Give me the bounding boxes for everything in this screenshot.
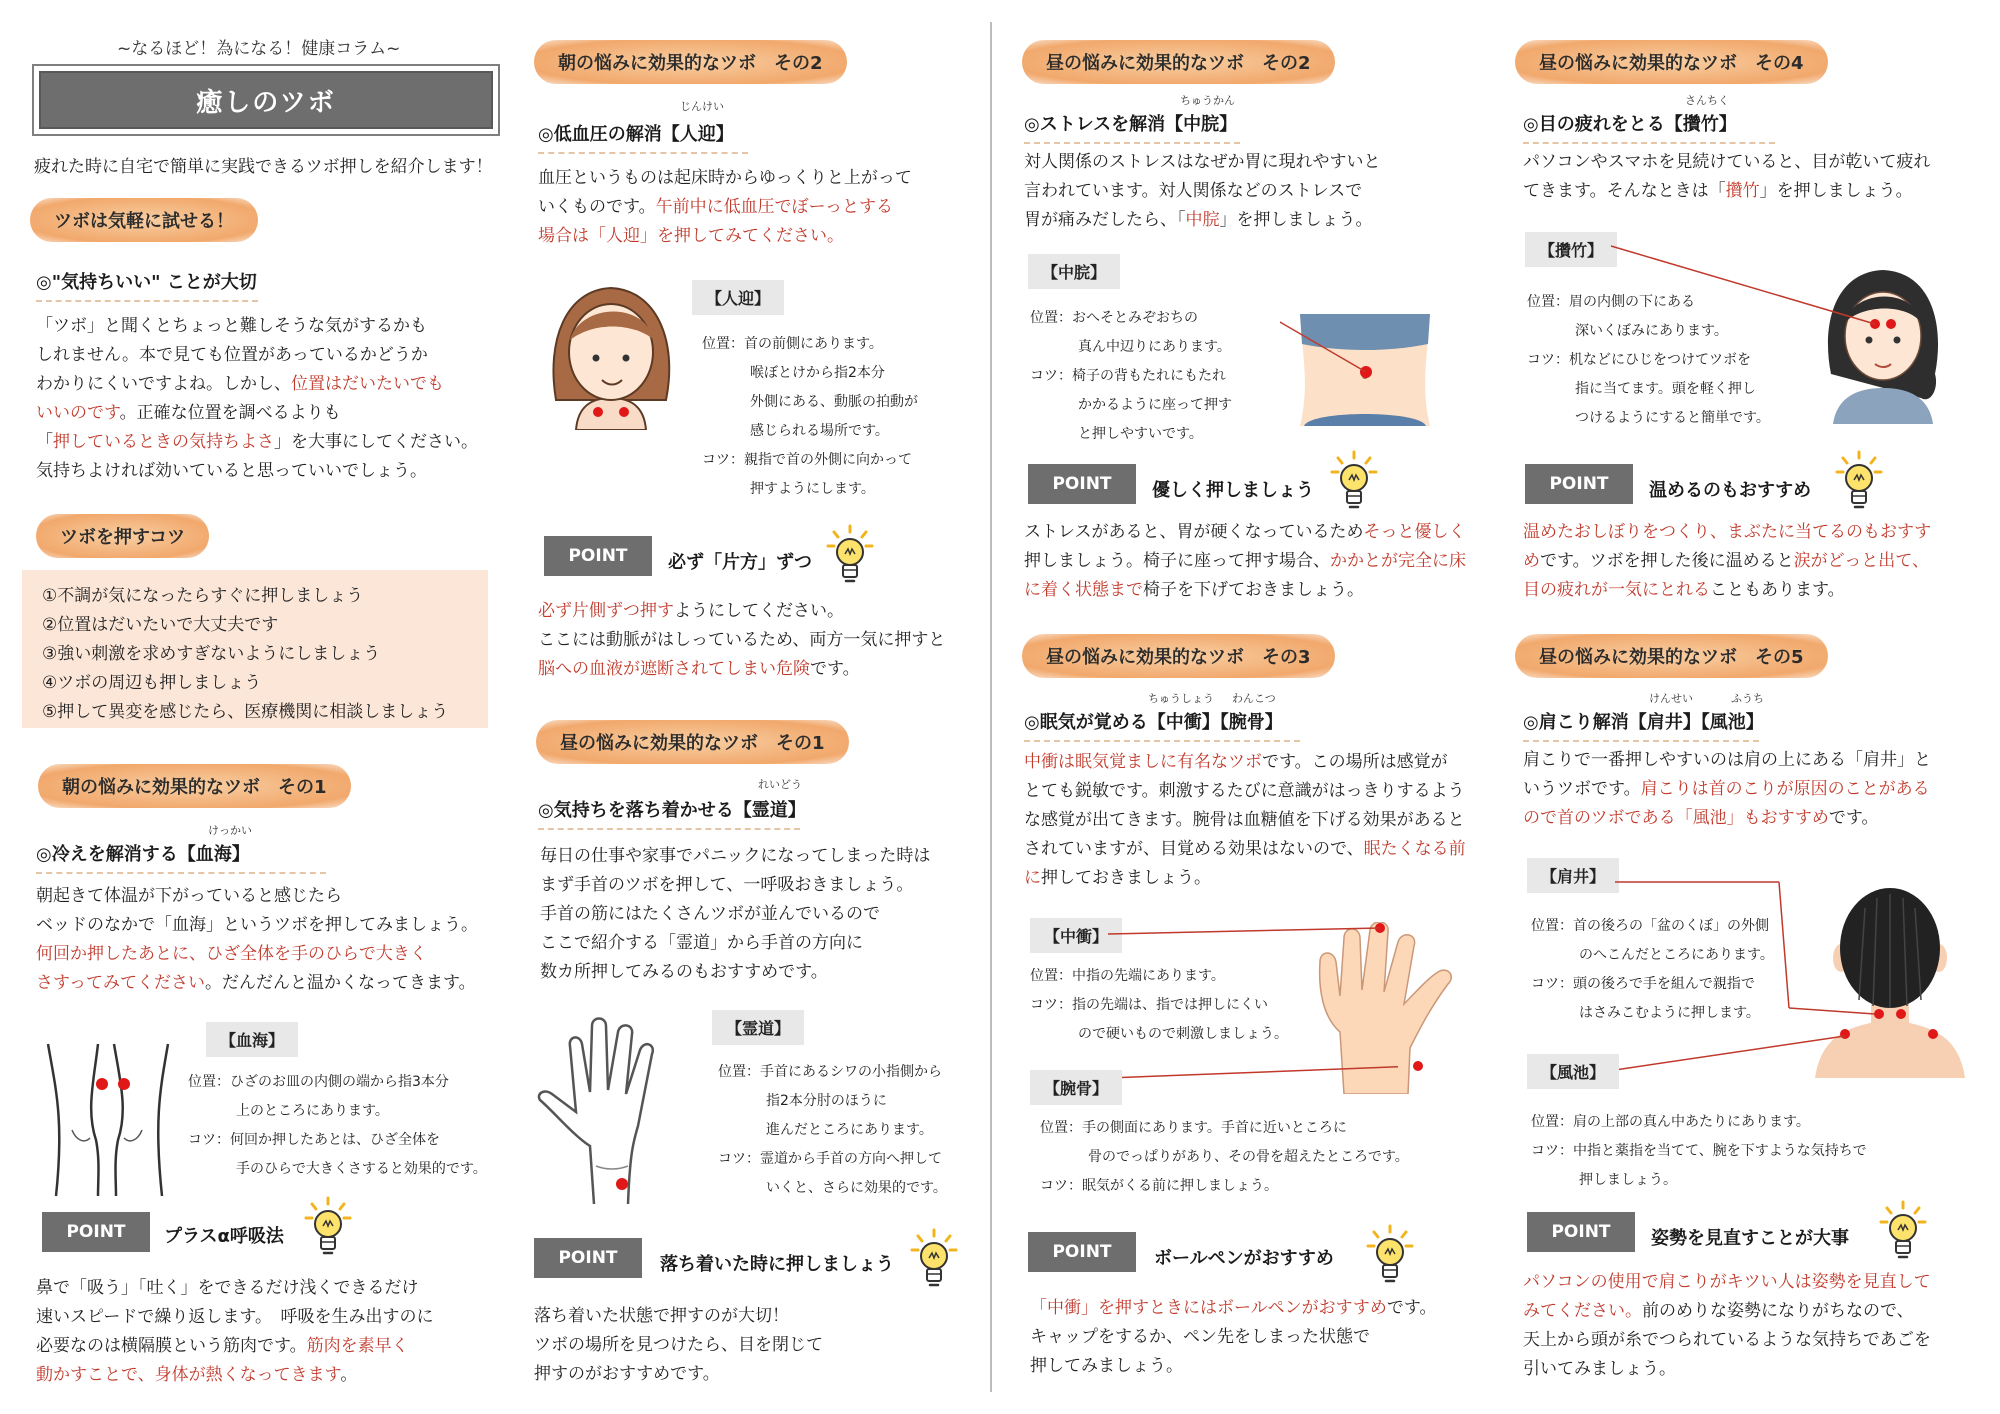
- paragraph-line: [36, 1303, 433, 1332]
- body-text: キャップをするか、ペン先をしまった状態で: [1030, 1327, 1370, 1347]
- highlight-text: 必ず片側ずつ押す: [538, 601, 674, 621]
- paragraph: [540, 842, 930, 987]
- body-text: 毎日の仕事や家事でパニックになってしまった時は: [540, 846, 931, 866]
- body-text: 鼻で「吸う」「吐く」をできるだけ浅くできるだけ: [36, 1278, 419, 1298]
- body-text: 肩こりで一番押しやすいのは肩の上にある「肩井」と: [1523, 750, 1931, 770]
- body-text: 胃が痛みだしたら、「: [1024, 210, 1186, 230]
- body-text: 「: [36, 432, 53, 452]
- body-text: 朝起きて体温が下がっていると感じたら: [36, 886, 342, 906]
- body-text: とても鋭敏です。刺激するたびに意識がはっきりするよう: [1024, 781, 1465, 801]
- info-row: いくと、さらに効果的です。: [766, 1180, 947, 1196]
- body-text: ここには動脈がはしっているため、両方一気に押すと: [538, 630, 946, 650]
- paragraph-line: [1030, 1352, 1436, 1381]
- paragraph-line: [540, 871, 930, 900]
- section-label: 朝の悩みに効果的なツボ その1: [38, 764, 351, 808]
- paragraph-line: [540, 900, 930, 929]
- info-row: のへこんだところにあります。: [1579, 947, 1774, 963]
- body-text: 言われています。対人関係などのストレスで: [1024, 181, 1363, 201]
- column-divider: [990, 22, 992, 1392]
- paragraph-line: [1024, 777, 1466, 806]
- section-heading: ◎眠気が覚める【中衝】【腕骨】: [1024, 708, 1300, 742]
- body-text: てきます。そんなときは「: [1523, 181, 1726, 201]
- info-row: コツ：椅子の背もたれにもたれ: [1030, 368, 1226, 384]
- ruby-text: ちゅうかん: [1180, 94, 1235, 107]
- section-label: ツボを押すコツ: [36, 514, 209, 558]
- lightbulb-icon: [826, 524, 874, 588]
- paragraph-line: [540, 958, 930, 987]
- body-text: こともあります。: [1710, 580, 1845, 600]
- paragraph-line: [1024, 748, 1466, 777]
- paragraph-line: [1030, 1323, 1436, 1352]
- info-row: はさみこむように押します。: [1579, 1005, 1760, 1021]
- point-badge: POINT: [544, 536, 652, 576]
- paragraph-line: [36, 1274, 433, 1303]
- paragraph-line: [1024, 206, 1381, 235]
- body-text: しれません。本で見ても位置があっているかどうか: [36, 345, 428, 365]
- highlight-text: 攢竹: [1725, 181, 1760, 201]
- tsubo-tag: 【霊道】: [712, 1010, 804, 1045]
- info-row: かかるように座って押す: [1078, 397, 1232, 413]
- info-row: 押しましょう。: [1579, 1172, 1677, 1188]
- paragraph-line: [1024, 177, 1381, 206]
- highlight-text: ので首のツボである「風池」もおすすめ: [1523, 808, 1829, 828]
- page-title: 癒しのツボ: [39, 71, 493, 129]
- body-text: 」を大事にしてください。: [274, 432, 478, 452]
- body-text: 。: [340, 1365, 358, 1385]
- body-text: です。この場所は感覚が: [1262, 752, 1448, 772]
- paragraph-line: [1523, 576, 1931, 605]
- info-row: 位置：肩の上部の真ん中あたりにあります。: [1531, 1114, 1810, 1130]
- body-text: 必要なのは横隔膜という筋肉です。: [36, 1336, 307, 1356]
- highlight-text: パソコンの使用で肩こりがキツい人は姿勢を見直して: [1523, 1272, 1931, 1292]
- paragraph-line: [36, 1361, 433, 1390]
- body-text: ベッドのなかで「血海」というツボを押してみましょう。: [36, 915, 478, 935]
- body-text: いうツボです。: [1523, 779, 1641, 799]
- paragraph: [1024, 148, 1381, 235]
- info-row: コツ：中指と薬指を当てて、腕を下すような気持ちで: [1531, 1143, 1867, 1159]
- highlight-text: 場合は「人迎」を押してみてください。: [538, 226, 844, 246]
- info-row: 位置：手首にあるシワの小指側から: [718, 1064, 942, 1080]
- info-row: コツ：頭の後ろで手を組んで親指で: [1531, 976, 1755, 992]
- point-text: 必ず「片方」ずつ: [668, 552, 812, 573]
- paragraph-line: [1523, 1297, 1931, 1326]
- leader-line: [1515, 230, 1885, 330]
- body-text: です。: [1828, 808, 1879, 828]
- body-text: いくものです。: [538, 197, 656, 217]
- paragraph-line: [36, 399, 478, 428]
- highlight-text: さすってみてください: [36, 973, 205, 993]
- paragraph: [1024, 518, 1466, 605]
- section-label: 昼の悩みに効果的なツボ その3: [1022, 634, 1335, 678]
- highlight-text: みてください。: [1523, 1301, 1642, 1321]
- column-1: [22, 0, 510, 1414]
- ruby-text: じんけい: [680, 100, 724, 113]
- info-row: と押しやすいです。: [1078, 426, 1203, 442]
- highlight-text: 涙がどっと出て、: [1793, 551, 1929, 571]
- highlight-text: め: [1523, 551, 1540, 571]
- paragraph-line: [1523, 177, 1930, 206]
- section-label: 昼の悩みに効果的なツボ その4: [1515, 40, 1828, 84]
- info-row: ので硬いもので刺激しましょう。: [1078, 1026, 1288, 1042]
- body-text: 」を押しましょう。: [1219, 210, 1373, 230]
- section-heading: ◎肩こり解消【肩井】【風池】: [1523, 708, 1759, 742]
- body-text: 押しておきましょう。: [1041, 868, 1211, 888]
- section-heading: ◎冷えを解消する【血海】: [36, 840, 326, 874]
- body-text: 引いてみましょう。: [1523, 1359, 1676, 1379]
- highlight-text: 何回か押したあとに、ひざ全体を手のひらで大きく: [36, 944, 427, 964]
- info-row: コツ：眠気がくる前に押しましょう。: [1040, 1178, 1278, 1194]
- body-text: ここで紹介する「霊道」から手首の方向に: [540, 933, 863, 953]
- highlight-text: に: [1024, 868, 1041, 888]
- point-text: 温めるのもおすすめ: [1649, 480, 1812, 501]
- point-text: ボールペンがおすすめ: [1154, 1248, 1334, 1269]
- tsubo-tag: 【中脘】: [1028, 254, 1120, 289]
- tips-box: [22, 570, 488, 728]
- info-row: 進んだところにあります。: [766, 1122, 933, 1138]
- body-text: ツボの場所を見つけたら、目を閉じて: [534, 1335, 823, 1355]
- paragraph-line: [1523, 518, 1931, 547]
- neck-illustration: [536, 280, 686, 430]
- info-row: 外側にある、動脈の拍動が: [750, 394, 918, 410]
- paragraph-line: [36, 911, 478, 940]
- tsubo-tag: 【肩井】: [1527, 858, 1619, 893]
- info-row: コツ：何回か押したあとは、ひざ全体を: [188, 1132, 440, 1148]
- ruby-text: さんちく: [1685, 94, 1729, 107]
- tip-item: ⑤押して異変を感じたら、医療機関に相談しましょう: [42, 702, 449, 722]
- tips-list: [42, 582, 488, 727]
- body-text: 前のめりな姿勢になりがちなので、: [1642, 1301, 1914, 1321]
- point-badge: POINT: [534, 1238, 642, 1278]
- tip-item: ②位置はだいたいで大丈夫です: [42, 615, 279, 635]
- body-text: 。だんだんと温かくなってきます。: [204, 973, 476, 993]
- info-row: 位置：首の前側にあります。: [702, 336, 883, 352]
- body-text: 数カ所押してみるのもおすすめです。: [540, 962, 828, 982]
- paragraph: [1523, 1268, 1931, 1384]
- ruby-text: ちゅうしょう: [1148, 692, 1214, 705]
- body-text: 手首の筋にはたくさんツボが並んでいるので: [540, 904, 880, 924]
- tsubo-tag: 【腕骨】: [1030, 1070, 1122, 1105]
- paragraph-line: [534, 1360, 823, 1389]
- section-label: 昼の悩みに効果的なツボ その5: [1515, 634, 1828, 678]
- info-row: つけるようにすると簡単です。: [1575, 410, 1770, 426]
- info-row: コツ：親指で首の外側に向かって: [702, 452, 912, 468]
- body-text: わかりにくいですよね。しかし、: [36, 374, 291, 394]
- highlight-text: 筋肉を素早く: [306, 1336, 409, 1356]
- body-text: パソコンやスマホを見続けていると、目が乾いて疲れ: [1523, 152, 1931, 172]
- info-row: コツ：霊道から手首の方向へ押して: [718, 1151, 942, 1167]
- info-row: 位置：ひざのお皿の内側の端から指3本分: [188, 1074, 449, 1090]
- info-row: 押すようにします。: [750, 481, 875, 497]
- paragraph: [36, 882, 478, 998]
- paragraph-line: [1024, 547, 1466, 576]
- highlight-text: 眠たくなる前: [1363, 839, 1466, 859]
- paragraph-line: [1523, 1326, 1931, 1355]
- body-text: 天上から頭が糸でつられているような気持ちであごを: [1523, 1330, 1931, 1350]
- info-row: コツ：机などにひじをつけてツボを: [1527, 352, 1751, 368]
- body-text: です。: [810, 659, 860, 679]
- info-row: 位置：中指の先端にあります。: [1030, 968, 1225, 984]
- point-text: 落ち着いた時に押しましょう: [660, 1254, 894, 1275]
- info-row: コツ：指の先端は、指では押しにくい: [1030, 997, 1268, 1013]
- tsubo-info: [1030, 304, 1232, 449]
- paragraph-line: [36, 1332, 433, 1361]
- ruby-text: けっかい: [208, 824, 252, 837]
- tsubo-info: [702, 330, 918, 504]
- point-badge: POINT: [42, 1212, 150, 1252]
- tsubo-tag: 【中衝】: [1030, 918, 1122, 953]
- body-text: されていますが、目覚める効果はないので、: [1024, 839, 1364, 859]
- paragraph: [1024, 748, 1466, 893]
- intro-text: 疲れた時に自宅で簡単に実践できるツボ押しを紹介します！: [34, 157, 493, 177]
- stomach-illustration: [1280, 314, 1450, 426]
- paragraph: [538, 164, 912, 251]
- info-row: 感じられる場所です。: [750, 423, 889, 439]
- paragraph-line: [534, 1331, 823, 1360]
- tsubo-info: [1531, 1108, 1867, 1195]
- lightbulb-icon: [304, 1196, 352, 1260]
- paragraph-line: [1523, 804, 1931, 833]
- body-text: な感覚が出てきます。腕骨は血糖値を下げる効果があると: [1024, 810, 1465, 830]
- section-heading: ◎"気持ちいい" ことが大切: [36, 268, 258, 302]
- ruby-text: わんこつ: [1232, 692, 1276, 705]
- lightbulb-icon: [1330, 450, 1378, 514]
- paragraph-line: [1030, 1294, 1436, 1323]
- section-label: 昼の悩みに効果的なツボ その2: [1022, 40, 1335, 84]
- body-text: まず手首のツボを押して、一呼吸おきましょう。: [540, 875, 914, 895]
- body-text: 押してみましょう。: [1030, 1356, 1183, 1376]
- tsubo-info: [718, 1058, 947, 1203]
- paragraph-line: [1523, 1268, 1931, 1297]
- paragraph-line: [36, 312, 478, 341]
- body-text: 。正確な位置を調べるよりも: [119, 403, 341, 423]
- paragraph-line: [538, 655, 945, 684]
- body-text: ストレスがあると、胃が硬くなっているため: [1024, 522, 1364, 542]
- body-text: 対人関係のストレスはなぜか胃に現れやすいと: [1024, 152, 1381, 172]
- highlight-text: いいのです: [36, 403, 120, 423]
- paragraph-line: [1523, 148, 1930, 177]
- ruby-text: けんせい: [1649, 692, 1693, 705]
- paragraph-line: [1024, 576, 1466, 605]
- paragraph-line: [36, 940, 478, 969]
- info-row: 指2本分肘のほうに: [766, 1093, 887, 1109]
- paragraph-line: [1024, 148, 1381, 177]
- body-text: 気持ちよければ効いていると思っていいでしょう。: [36, 461, 427, 481]
- paragraph-line: [1024, 806, 1466, 835]
- highlight-text: 温めたおしぼりをつくり、まぶたに当てるのもおすす: [1523, 522, 1932, 542]
- paragraph-line: [540, 842, 930, 871]
- body-text: 「ツボ」と聞くとちょっと難しそうな気がするかも: [36, 316, 427, 336]
- highlight-text: 午前中に低血圧でぼーっとする: [655, 197, 893, 217]
- body-text: 押しましょう。椅子に座って押す場合、: [1024, 551, 1330, 571]
- info-row: 位置：手の側面にあります。手首に近いところに: [1040, 1120, 1347, 1136]
- lightbulb-icon: [1366, 1224, 1414, 1288]
- section-label: 朝の悩みに効果的なツボ その2: [534, 40, 847, 84]
- tsubo-tag: 【風池】: [1527, 1054, 1619, 1089]
- point-badge: POINT: [1028, 1232, 1136, 1272]
- section-heading: ◎低血圧の解消【人迎】: [538, 120, 748, 154]
- highlight-text: かかとが完全に床: [1330, 551, 1466, 571]
- info-row: 真ん中辺りにあります。: [1078, 339, 1231, 355]
- paragraph-line: [540, 929, 930, 958]
- paragraph-line: [36, 370, 478, 399]
- point-badge: POINT: [1028, 464, 1136, 504]
- highlight-text: 「中衝」を押すときにはボールペンがおすすめ: [1030, 1298, 1387, 1318]
- paragraph-line: [1523, 775, 1931, 804]
- highlight-text: 位置はだいたいでも: [291, 374, 444, 394]
- paragraph-line: [538, 626, 945, 655]
- lightbulb-icon: [1835, 450, 1883, 514]
- body-text: です。ツボを押した後に温めると: [1540, 551, 1794, 571]
- paragraph: [538, 597, 945, 684]
- point-text: 優しく押しましょう: [1152, 480, 1314, 501]
- info-row: 手のひらで大きくさすると効果的です。: [236, 1161, 487, 1177]
- highlight-text: 目の疲れが一気にとれる: [1523, 580, 1710, 600]
- point-text: プラスα呼吸法: [164, 1226, 284, 1247]
- info-row: 位置：首の後ろの「盆のくぼ」の外側: [1531, 918, 1769, 934]
- column-3: [1008, 0, 1488, 1414]
- ruby-text: ふうち: [1731, 692, 1764, 705]
- body-text: 速いスピードで繰り返します。 呼吸を生み出すのに: [36, 1307, 434, 1327]
- paragraph-line: [36, 969, 478, 998]
- info-row: 深いくぼみにあります。: [1575, 323, 1728, 339]
- paragraph-line: [1523, 746, 1931, 775]
- column-2: [528, 0, 980, 1414]
- highlight-text: 中脘: [1185, 210, 1220, 230]
- body-text: 押すのがおすすめです。: [534, 1364, 720, 1384]
- body-text: 落ち着いた状態で押すのが大切！: [534, 1306, 789, 1326]
- info-row: 指に当てます。頭を軽く押し: [1575, 381, 1756, 397]
- section-label: 昼の悩みに効果的なツボ その1: [536, 720, 849, 764]
- highlight-text: に着く状態まで: [1024, 580, 1143, 600]
- paragraph-line: [538, 164, 912, 193]
- paragraph: [1030, 1294, 1436, 1381]
- tsubo-tag: 【人迎】: [692, 280, 784, 315]
- section-label: ツボは気軽に試せる！: [30, 198, 258, 242]
- tip-item: ①不調が気になったらすぐに押しましょう: [42, 586, 364, 606]
- lightbulb-icon: [1879, 1200, 1927, 1264]
- highlight-text: 脳への血液が遮断されてしまい危険: [538, 659, 810, 679]
- paragraph-line: [1024, 518, 1466, 547]
- point-badge: POINT: [1525, 464, 1633, 504]
- info-row: 喉ぼとけから指2本分: [750, 365, 885, 381]
- tip-item: ③強い刺激を求めすぎないようにしましょう: [42, 644, 381, 664]
- paragraph-line: [538, 597, 945, 626]
- paragraph-line: [534, 1302, 823, 1331]
- body-text: ようにしてください。: [674, 601, 844, 621]
- body-text: 」を押しましょう。: [1759, 181, 1913, 201]
- knee-illustration: [36, 1040, 186, 1200]
- paragraph: [1523, 518, 1931, 605]
- highlight-text: そっと優しく: [1363, 522, 1466, 542]
- paragraph: [1523, 746, 1931, 833]
- paragraph: [36, 1274, 433, 1390]
- highlight-text: 中衝は眠気覚ましに有名なツボ: [1024, 752, 1262, 772]
- paragraph: [1523, 148, 1930, 206]
- highlight-text: 肩こりは首のこりが原因のことがある: [1640, 779, 1930, 799]
- body-text: です。: [1386, 1298, 1437, 1318]
- section-heading: ◎ストレスを解消【中脘】: [1024, 110, 1240, 144]
- paragraph-line: [1024, 835, 1466, 864]
- paragraph-line: [36, 341, 478, 370]
- tsubo-tag: 【攢竹】: [1525, 232, 1617, 267]
- point-badge: POINT: [1527, 1212, 1635, 1252]
- wrist-illustration: [534, 1016, 684, 1206]
- point-text: 姿勢を見直すことが大事: [1651, 1228, 1849, 1249]
- paragraph: [534, 1302, 823, 1389]
- section-heading: ◎目の疲れをとる【攢竹】: [1523, 110, 1775, 144]
- series-title: ~なるほど！為になる！健康コラム~: [117, 39, 401, 59]
- paragraph-line: [538, 193, 912, 222]
- paragraph-line: [538, 222, 912, 251]
- highlight-text: 動かすことで、身体が熱くなってきます: [36, 1365, 341, 1385]
- tip-item: ④ツボの周辺も押しましょう: [42, 673, 262, 693]
- paragraph-line: [36, 428, 478, 457]
- paragraph-line: [1523, 1355, 1931, 1384]
- column-4: [1515, 0, 1980, 1414]
- body-text: 血圧というものは起床時からゆっくりと上がって: [538, 168, 912, 188]
- info-row: 位置：おへそとみぞおちの: [1030, 310, 1198, 326]
- paragraph-line: [36, 882, 478, 911]
- tsubo-info: [188, 1068, 487, 1184]
- paragraph-line: [36, 457, 478, 486]
- lightbulb-icon: [910, 1228, 958, 1292]
- paragraph-line: [1523, 547, 1931, 576]
- paragraph-line: [1024, 864, 1466, 893]
- body-text: 椅子を下げておきましょう。: [1143, 580, 1364, 600]
- highlight-text: 押しているときの気持ちよさ: [53, 432, 274, 452]
- paragraph: [36, 312, 478, 486]
- info-row: 骨のでっぱりがあり、その骨を超えたところです。: [1088, 1149, 1409, 1165]
- info-row: 位置：眉の内側の下にある: [1527, 294, 1695, 310]
- page-title-box: [32, 64, 500, 136]
- ruby-text: れいどう: [758, 778, 802, 791]
- section-heading: ◎気持ちを落ち着かせる【霊道】: [538, 796, 800, 830]
- info-row: 上のところにあります。: [236, 1103, 389, 1119]
- tsubo-info: [1040, 1114, 1409, 1201]
- tsubo-tag: 【血海】: [206, 1022, 298, 1057]
